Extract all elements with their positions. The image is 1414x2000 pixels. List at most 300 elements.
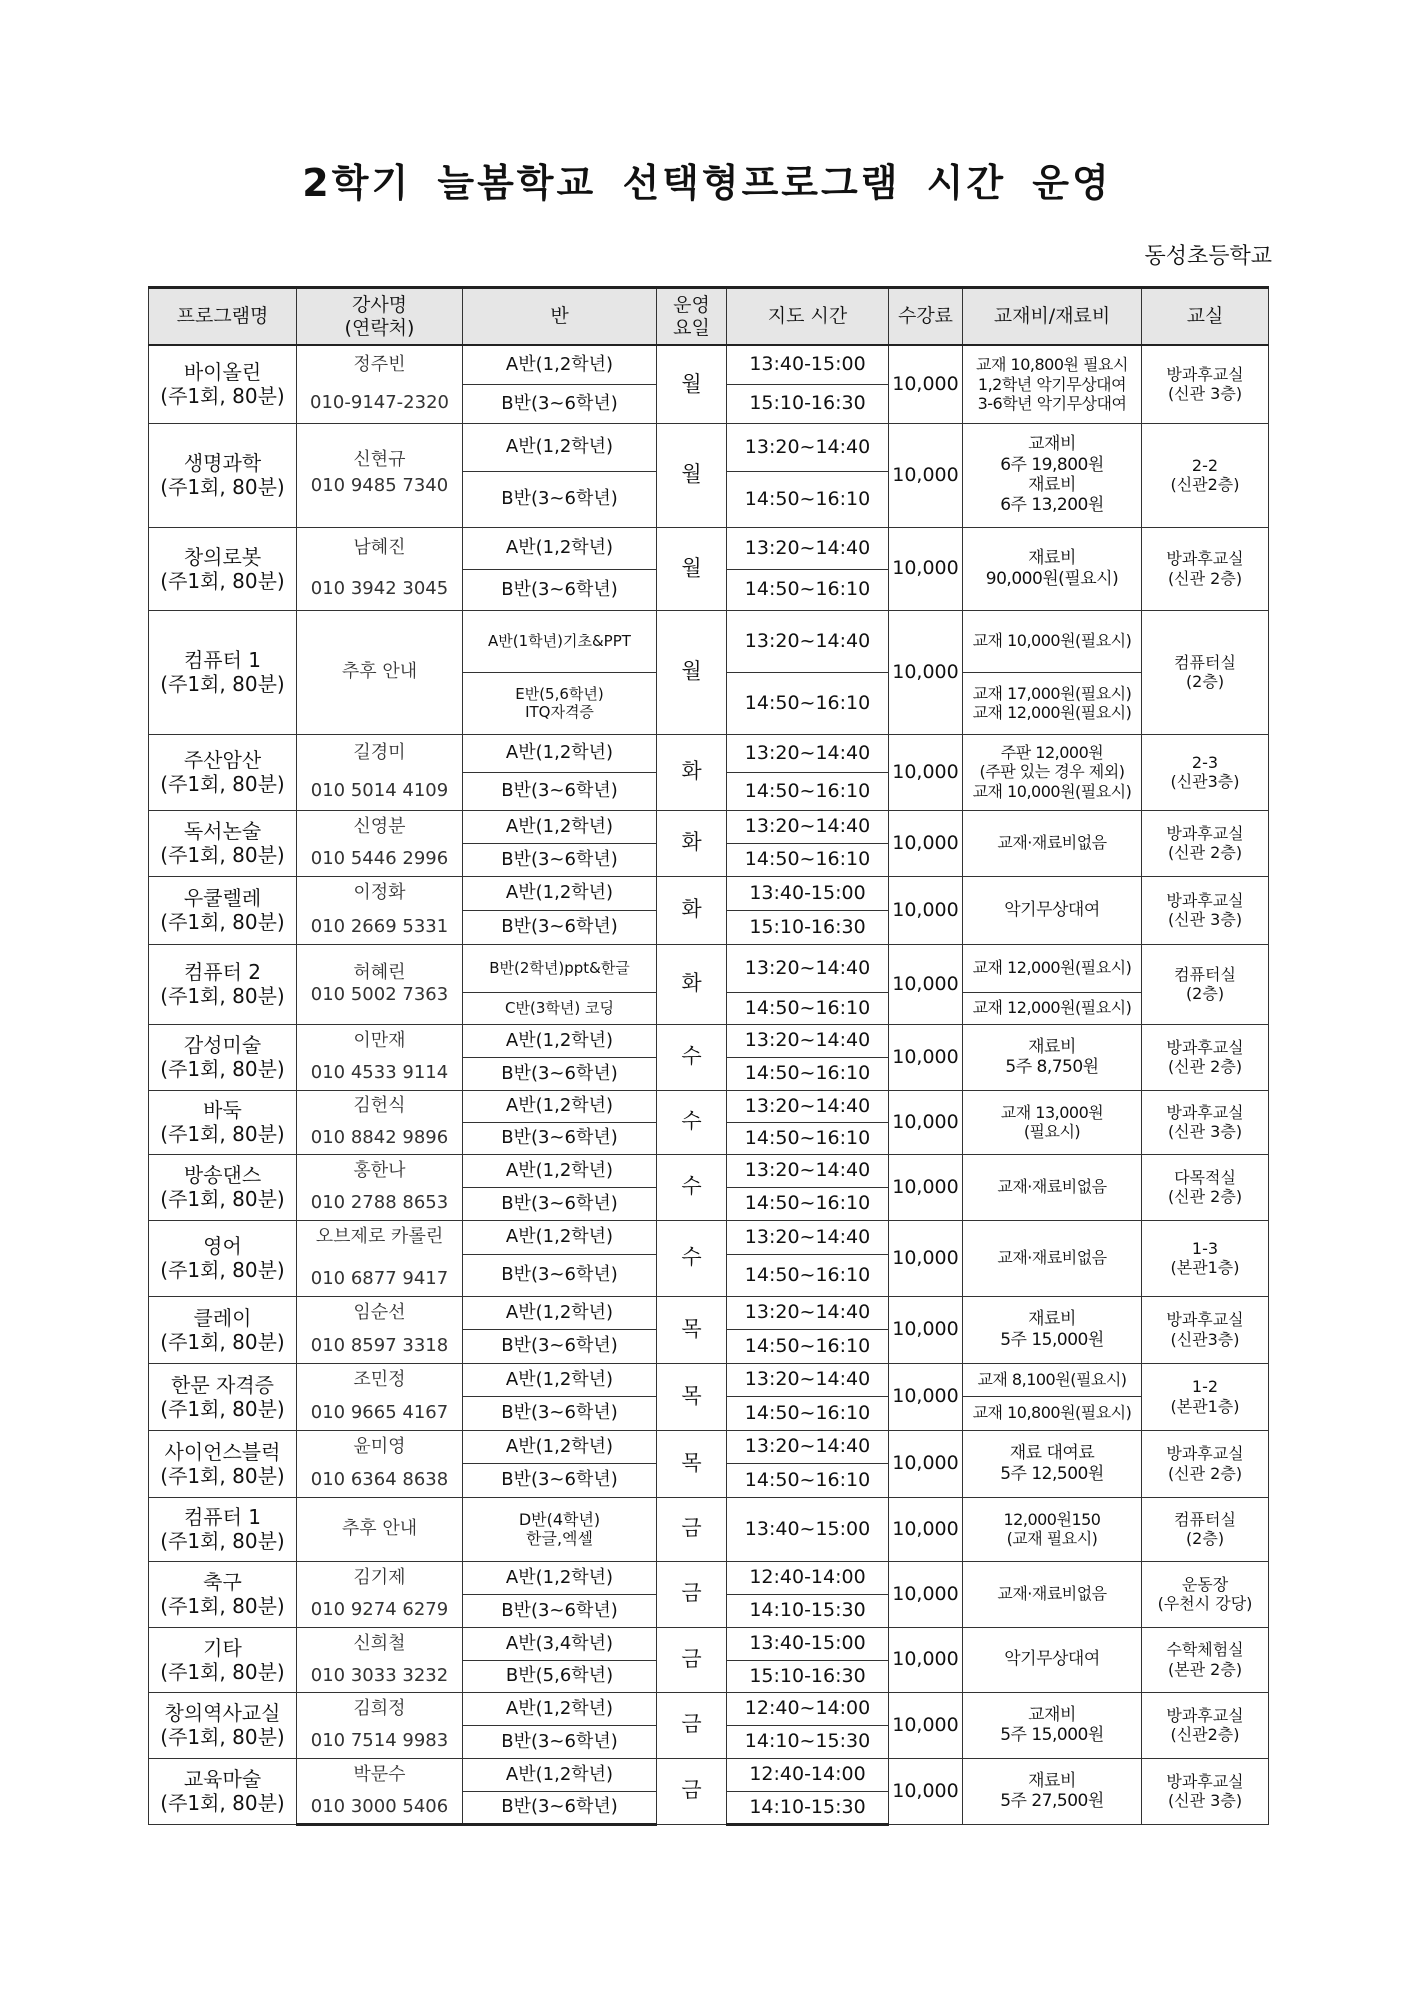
program-cell <box>149 1497 297 1561</box>
materials-cell <box>963 1561 1142 1627</box>
materials-a: 교재 12,000원(필요시) <box>963 944 1142 992</box>
class-b: B반(3~6학년) <box>463 1396 657 1430</box>
time-a: 13:20~14:40 <box>727 810 889 843</box>
room-name: 방과후교실 <box>1166 1771 1244 1791</box>
class-b: B반(3~6학년) <box>463 1725 657 1758</box>
program-cell <box>149 1692 297 1758</box>
class-b: B반(3~6학년) <box>463 1057 657 1090</box>
class-b: B반(3~6학년) <box>463 1791 657 1824</box>
materials-line: 1,2학년 악기무상대여 <box>977 374 1127 394</box>
day-cell: 금 <box>657 1627 727 1692</box>
program-cell <box>149 1090 297 1154</box>
time-a: 12:40~14:00 <box>727 1692 889 1725</box>
materials-line: 12,000원150 <box>1003 1509 1101 1529</box>
class-b: B반(3~6학년) <box>463 1594 657 1627</box>
program-frequency: (주1회, 80분) <box>160 1258 285 1282</box>
program-name: 독서논술 <box>183 819 262 843</box>
program-frequency: (주1회, 80분) <box>160 984 285 1008</box>
instructor-name: 김희정 <box>297 1692 463 1725</box>
instructor-name: 신현규 <box>297 423 463 471</box>
materials-cell <box>963 1692 1142 1758</box>
program-cell <box>149 1220 297 1296</box>
room-cell <box>1142 810 1269 876</box>
class-b: C반(3학년) 코딩 <box>463 992 657 1024</box>
materials-line: 90,000원(필요시) <box>985 568 1119 589</box>
program-cell <box>149 527 297 610</box>
fee-cell: 10,000 <box>889 1497 963 1561</box>
materials-line: (교재 필요시) <box>1006 1529 1098 1548</box>
fee-cell: 10,000 <box>889 810 963 876</box>
program-frequency: (주1회, 80분) <box>160 1725 285 1749</box>
time-a: 13:20~14:40 <box>727 1024 889 1057</box>
program-name: 교육마술 <box>183 1767 262 1791</box>
time-a: 13:20~14:40 <box>727 944 889 992</box>
room-location: (신관 3층) <box>1167 910 1243 929</box>
table-row <box>149 1692 1269 1725</box>
program-cell <box>149 1363 297 1430</box>
day-cell: 월 <box>657 610 727 734</box>
table-row <box>149 1627 1269 1660</box>
program-cell <box>149 345 297 423</box>
materials-line: 교재비 <box>1028 1704 1076 1725</box>
table-header-row <box>149 288 1269 346</box>
class-b: B반(3~6학년) <box>463 1329 657 1363</box>
room-cell <box>1142 1497 1269 1561</box>
room-location: (신관3층) <box>1170 1329 1240 1349</box>
table-row <box>149 1497 1269 1561</box>
class-a: A반(1학년)기초&PPT <box>463 610 657 672</box>
materials-b: 교재 10,800원(필요시) <box>963 1396 1142 1430</box>
instructor-name: 윤미영 <box>297 1430 463 1463</box>
class-b: B반(3~6학년) <box>463 1187 657 1220</box>
day-cell: 목 <box>657 1296 727 1363</box>
time-b: 14:50~16:10 <box>727 1057 889 1090</box>
instructor-cell <box>297 944 463 1024</box>
class-b: B반(3~6학년) <box>463 384 657 423</box>
room-location: (신관3층) <box>1170 772 1240 791</box>
fee-cell: 10,000 <box>889 527 963 610</box>
room-name: 방과후교실 <box>1166 1310 1244 1330</box>
time-b: 14:50~16:10 <box>727 1254 889 1296</box>
materials-line: 교재 13,000원 <box>1000 1102 1104 1122</box>
day-cell: 화 <box>657 944 727 1024</box>
time-b: 15:10-16:30 <box>727 1660 889 1692</box>
program-name: 클레이 <box>193 1305 252 1330</box>
materials-line: 재료 대여료 <box>1009 1443 1095 1464</box>
header-instructor-label: 강사명 <box>351 293 408 316</box>
table-row <box>149 734 1269 772</box>
time-a: 13:40-15:00 <box>727 1627 889 1660</box>
time-a: 12:40-14:00 <box>727 1561 889 1594</box>
materials-cell <box>963 1296 1142 1363</box>
instructor-phone: 010 8842 9896 <box>297 1122 463 1154</box>
materials-line: 5주 15,000원 <box>1000 1725 1104 1745</box>
room-name: 방과후교실 <box>1166 1444 1244 1464</box>
room-cell <box>1142 423 1269 527</box>
time-a: 13:40-15:00 <box>727 876 889 910</box>
day-cell: 월 <box>657 527 727 610</box>
program-name: 주산암산 <box>183 748 262 772</box>
program-cell <box>149 1154 297 1220</box>
materials-line: (필요시) <box>1023 1122 1081 1141</box>
program-name: 컴퓨터 1 <box>183 648 262 672</box>
room-location: (신관 2층) <box>1167 843 1243 862</box>
room-name: 방과후교실 <box>1166 365 1244 385</box>
day-cell: 목 <box>657 1430 727 1497</box>
time-a: 13:20~14:40 <box>727 1220 889 1254</box>
time-b: 14:10~15:30 <box>727 1725 889 1758</box>
room-name: 1-2 <box>1191 1377 1219 1397</box>
class-b: B반(3~6학년) <box>463 1122 657 1154</box>
instructor-name: 임순선 <box>297 1296 463 1329</box>
table-row <box>149 1220 1269 1254</box>
instructor-name: 홍한나 <box>297 1154 463 1187</box>
materials-line: 3-6학년 악기무상대여 <box>977 393 1127 413</box>
header-day <box>657 288 727 346</box>
fee-cell: 10,000 <box>889 944 963 1024</box>
time-a: 12:40-14:00 <box>727 1758 889 1791</box>
program-name: 기타 <box>203 1635 242 1660</box>
instructor-phone: 010 5002 7363 <box>310 984 449 1005</box>
instructor-phone: 010 7514 9983 <box>297 1725 463 1758</box>
program-name: 생명과학 <box>183 451 262 475</box>
header-time: 지도 시간 <box>727 288 889 346</box>
day-cell: 수 <box>657 1024 727 1090</box>
room-name: 수학체험실 <box>1166 1640 1244 1660</box>
instructor-phone: 010 3033 3232 <box>297 1660 463 1692</box>
class-a: A반(1,2학년) <box>463 1758 657 1791</box>
room-location: (신관 2층) <box>1167 568 1243 588</box>
day-cell: 목 <box>657 1363 727 1430</box>
program-name: 바둑 <box>203 1098 242 1122</box>
room-cell <box>1142 1024 1269 1090</box>
program-frequency: (주1회, 80분) <box>160 1329 285 1354</box>
program-name: 창의역사교실 <box>164 1701 281 1725</box>
instructor-name: 조민정 <box>297 1363 463 1396</box>
program-name: 영어 <box>203 1234 242 1258</box>
program-name: 컴퓨터 1 <box>183 1505 262 1529</box>
day-cell: 금 <box>657 1561 727 1627</box>
class-b <box>463 672 657 734</box>
program-cell <box>149 810 297 876</box>
room-cell <box>1142 610 1269 734</box>
fee-cell: 10,000 <box>889 1024 963 1090</box>
class-a: A반(1,2학년) <box>463 1692 657 1725</box>
time-a: 13:20~14:40 <box>727 423 889 471</box>
class-a: A반(1,2학년) <box>463 423 657 471</box>
time-a: 13:20~14:40 <box>727 1090 889 1122</box>
room-location: (본관1층) <box>1170 1396 1240 1416</box>
materials-line: 교재 10,800원 필요시 <box>976 355 1128 375</box>
program-frequency: (주1회, 80분) <box>160 1122 285 1146</box>
materials-cell <box>963 423 1142 527</box>
day-cell: 금 <box>657 1758 727 1824</box>
materials-line: 교재·재료비없음 <box>997 1584 1107 1604</box>
time-b: 14:50~16:10 <box>727 1122 889 1154</box>
materials-line: 6주 13,200원 <box>1000 495 1104 516</box>
fee-cell: 10,000 <box>889 345 963 423</box>
table-row <box>149 944 1269 992</box>
class-a: A반(1,2학년) <box>463 1220 657 1254</box>
day-cell: 화 <box>657 876 727 944</box>
materials-line: 5주 12,500원 <box>1000 1463 1104 1484</box>
header-fee: 수강료 <box>889 288 963 346</box>
instructor-name: 남혜진 <box>297 527 463 569</box>
room-location: (본관1층) <box>1170 1258 1240 1277</box>
materials-cell <box>963 1090 1142 1154</box>
instructor-phone: 010 2788 8653 <box>297 1187 463 1220</box>
fee-cell: 10,000 <box>889 1154 963 1220</box>
time-a: 13:20~14:40 <box>727 1430 889 1463</box>
fee-cell: 10,000 <box>889 1758 963 1824</box>
room-cell <box>1142 527 1269 610</box>
class-b: B반(3~6학년) <box>463 772 657 810</box>
program-cell <box>149 1627 297 1692</box>
program-cell <box>149 876 297 944</box>
room-cell <box>1142 345 1269 423</box>
fee-cell: 10,000 <box>889 610 963 734</box>
instructor-phone: 010 3000 5406 <box>297 1791 463 1824</box>
class-b: B반(3~6학년) <box>463 843 657 876</box>
instructor-phone: 010 4533 9114 <box>297 1057 463 1090</box>
room-cell <box>1142 1430 1269 1497</box>
materials-line: 6주 19,800원 <box>1000 454 1104 475</box>
room-name: 다목적실 <box>1174 1167 1236 1187</box>
program-frequency: (주1회, 80분) <box>160 1396 285 1421</box>
time-b: 14:50~16:10 <box>727 1463 889 1497</box>
program-name: 사이언스블럭 <box>164 1439 281 1464</box>
room-name: 1-3 <box>1191 1238 1219 1258</box>
room-cell <box>1142 734 1269 810</box>
time-a: 13:20~14:40 <box>727 610 889 672</box>
table-row <box>149 810 1269 843</box>
materials-cell <box>963 1497 1142 1561</box>
header-room: 교실 <box>1142 288 1269 346</box>
room-cell <box>1142 1090 1269 1154</box>
header-materials: 교재비/재료비 <box>963 288 1142 346</box>
table-row <box>149 876 1269 910</box>
room-cell <box>1142 876 1269 944</box>
materials-line: 재료비 <box>1028 475 1076 495</box>
program-frequency: (주1회, 80분) <box>160 1187 285 1211</box>
materials-line: 악기무상대여 <box>1004 1649 1100 1670</box>
program-cell <box>149 1758 297 1824</box>
class-b: B반(3~6학년) <box>463 910 657 944</box>
program-frequency: (주1회, 80분) <box>160 384 285 409</box>
room-location: (우천시 강당) <box>1157 1594 1253 1613</box>
materials-line: 교재 10,000원(필요시) <box>972 781 1132 801</box>
materials-line: 악기무상대여 <box>1004 899 1100 920</box>
program-frequency: (주1회, 80분) <box>160 1529 285 1553</box>
instructor-phone: 010 6364 8638 <box>297 1463 463 1497</box>
program-frequency: (주1회, 80분) <box>160 672 285 696</box>
fee-cell: 10,000 <box>889 1363 963 1430</box>
instructor-phone: 010 8597 3318 <box>297 1329 463 1363</box>
time-b: 14:10-15:30 <box>727 1594 889 1627</box>
instructor-phone: 010 9665 4167 <box>297 1396 463 1430</box>
instructor-name: 김기제 <box>297 1561 463 1594</box>
table-row <box>149 1363 1269 1396</box>
room-location: (2층) <box>1185 672 1225 691</box>
time-b: 14:50~16:10 <box>727 569 889 610</box>
program-cell <box>149 423 297 527</box>
class-a: B반(2학년)ppt&한글 <box>463 944 657 992</box>
program-cell <box>149 1296 297 1363</box>
program-frequency: (주1회, 80분) <box>160 1594 285 1618</box>
time-b: 14:50~16:10 <box>727 772 889 810</box>
room-cell <box>1142 1296 1269 1363</box>
materials-cell <box>963 1024 1142 1090</box>
instructor-name: 박문수 <box>297 1758 463 1791</box>
room-cell <box>1142 944 1269 1024</box>
room-cell <box>1142 1154 1269 1220</box>
room-location: (신관 2층) <box>1167 1187 1243 1206</box>
room-location: (2층) <box>1185 1529 1225 1548</box>
materials-line: 재료비 <box>1028 548 1076 569</box>
materials-cell <box>963 1220 1142 1296</box>
time-a: 13:40-15:00 <box>727 345 889 384</box>
class-a: A반(1,2학년) <box>463 810 657 843</box>
fee-cell: 10,000 <box>889 734 963 810</box>
time-a: 13:20~14:40 <box>727 527 889 569</box>
table-row <box>149 1090 1269 1122</box>
table-row <box>149 1024 1269 1057</box>
time-b: 15:10-16:30 <box>727 910 889 944</box>
fee-cell: 10,000 <box>889 1220 963 1296</box>
room-cell <box>1142 1627 1269 1692</box>
time-b: 14:50~16:10 <box>727 843 889 876</box>
instructor-name: 이정화 <box>297 876 463 910</box>
program-frequency: (주1회, 80분) <box>160 843 285 867</box>
materials-cell <box>963 1627 1142 1692</box>
materials-line: 재료비 <box>1028 1036 1076 1057</box>
time-b: 14:50~16:10 <box>727 1396 889 1430</box>
room-name: 방과후교실 <box>1166 823 1244 843</box>
time-b: 14:50~16:10 <box>727 1329 889 1363</box>
class-detail: 한글,엑셀 <box>526 1529 593 1548</box>
fee-cell: 10,000 <box>889 1561 963 1627</box>
class-a: A반(1,2학년) <box>463 1363 657 1396</box>
room-location: (신관2층) <box>1170 1725 1240 1744</box>
instructor-name: 신영분 <box>297 810 463 843</box>
materials-line: 교재 17,000원(필요시) <box>972 683 1132 703</box>
room-location: (신관 3층) <box>1167 384 1243 404</box>
class-a: A반(1,2학년) <box>463 1296 657 1329</box>
instructor-name: 오브제로 카롤린 <box>297 1220 463 1254</box>
program-cell <box>149 1561 297 1627</box>
materials-line: 교재·재료비없음 <box>997 1248 1107 1268</box>
room-name: 컴퓨터실 <box>1174 964 1236 984</box>
table-row <box>149 610 1269 672</box>
header-class: 반 <box>463 288 657 346</box>
program-cell <box>149 944 297 1024</box>
materials-line: 재료비 <box>1028 1309 1076 1330</box>
room-location: (신관2층) <box>1170 475 1240 494</box>
materials-b: 교재 12,000원(필요시) <box>963 992 1142 1024</box>
table-row <box>149 345 1269 384</box>
materials-cell <box>963 734 1142 810</box>
table-row <box>149 1430 1269 1463</box>
day-cell: 금 <box>657 1497 727 1561</box>
table-row <box>149 1758 1269 1791</box>
fee-cell: 10,000 <box>889 1692 963 1758</box>
fee-cell: 10,000 <box>889 1627 963 1692</box>
materials-line: 5주 8,750원 <box>1005 1057 1099 1077</box>
program-name: 컴퓨터 2 <box>183 960 262 984</box>
room-location: (신관 3층) <box>1167 1122 1243 1141</box>
program-name: 방송댄스 <box>183 1163 262 1187</box>
time-b: 14:50~16:10 <box>727 992 889 1024</box>
class-a: A반(1,2학년) <box>463 345 657 384</box>
room-name: 2-3 <box>1191 752 1219 772</box>
program-cell <box>149 734 297 810</box>
room-name: 방과후교실 <box>1166 1037 1244 1057</box>
class-name: D반(4학년) <box>518 1509 601 1529</box>
header-day-line1: 운영 <box>673 293 710 316</box>
day-cell: 금 <box>657 1692 727 1758</box>
materials-cell <box>963 1430 1142 1497</box>
program-name: 한문 자격증 <box>171 1372 274 1397</box>
materials-line: 교재 12,000원(필요시) <box>972 703 1132 722</box>
time-b: 14:50~16:10 <box>727 471 889 527</box>
day-cell: 화 <box>657 810 727 876</box>
time-b: 14:50~16:10 <box>727 672 889 734</box>
time-a: 13:20~14:40 <box>727 1296 889 1329</box>
program-name: 감성미술 <box>183 1033 262 1057</box>
instructor-name: 추후 안내 <box>297 610 463 734</box>
program-name: 창의로봇 <box>183 544 262 569</box>
class-a: A반(1,2학년) <box>463 1024 657 1057</box>
day-cell: 화 <box>657 734 727 810</box>
class-b: B반(3~6학년) <box>463 569 657 610</box>
program-cell <box>149 610 297 734</box>
program-frequency: (주1회, 80분) <box>160 1463 285 1488</box>
class-b-detail: ITQ자격증 <box>525 703 594 721</box>
time-b: 15:10-16:30 <box>727 384 889 423</box>
materials-cell <box>963 345 1142 423</box>
table-row <box>149 1154 1269 1187</box>
class-b: B반(3~6학년) <box>463 1254 657 1296</box>
instructor-name: 이만재 <box>297 1024 463 1057</box>
instructor-name: 정주빈 <box>297 345 463 384</box>
program-frequency: (주1회, 80분) <box>160 1057 285 1081</box>
program-cell <box>149 1024 297 1090</box>
program-frequency: (주1회, 80분) <box>160 475 285 499</box>
header-contact-label: (연락처) <box>344 316 415 339</box>
day-cell: 수 <box>657 1220 727 1296</box>
instructor-name: 신희철 <box>297 1627 463 1660</box>
program-frequency: (주1회, 80분) <box>160 1791 285 1815</box>
program-frequency: (주1회, 80분) <box>160 568 285 593</box>
time-a: 13:20~14:40 <box>727 1363 889 1396</box>
room-cell <box>1142 1561 1269 1627</box>
fee-cell: 10,000 <box>889 876 963 944</box>
room-location: (본관 2층) <box>1167 1659 1243 1679</box>
fee-cell: 10,000 <box>889 1090 963 1154</box>
fee-cell: 10,000 <box>889 423 963 527</box>
materials-line: (주판 있는 경우 제외) <box>979 762 1125 782</box>
instructor-name: 길경미 <box>297 734 463 772</box>
header-day-line2: 요일 <box>673 316 710 339</box>
fee-cell: 10,000 <box>889 1430 963 1497</box>
instructor-phone: 010 9274 6279 <box>297 1594 463 1627</box>
time-cell: 13:40~15:00 <box>727 1497 889 1561</box>
header-instructor <box>297 288 463 346</box>
room-location: (신관 2층) <box>1167 1057 1243 1076</box>
materials-line: 재료비 <box>1028 1770 1076 1791</box>
class-a: A반(1,2학년) <box>463 734 657 772</box>
table-row <box>149 1561 1269 1594</box>
